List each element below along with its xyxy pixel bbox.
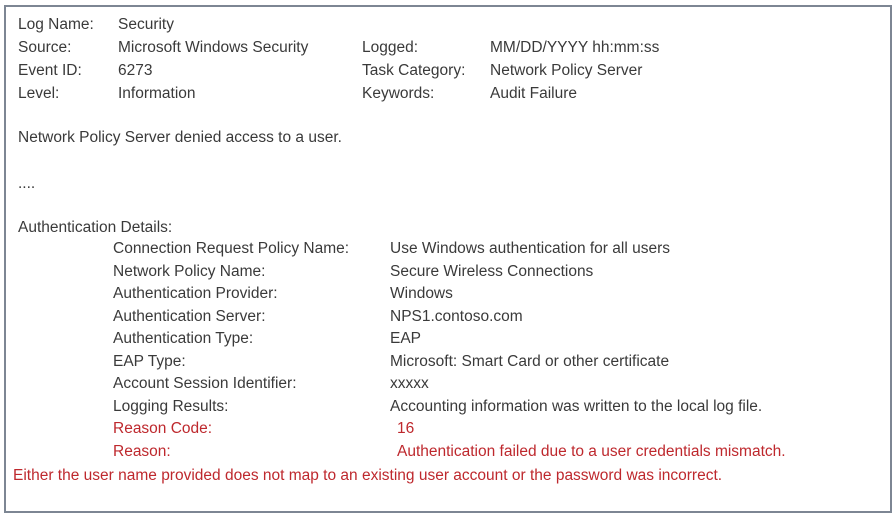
ellipsis-text: ....	[18, 175, 36, 192]
detail-label: Authentication Type:	[113, 330, 254, 347]
event-log-panel	[4, 5, 892, 513]
reason-code-label: Reason Code:	[113, 420, 213, 437]
detail-value: Accounting information was written to the local log file.	[390, 397, 763, 415]
detail-label: Connection Request Policy Name:	[113, 240, 350, 257]
detail-label: Authentication Provider:	[113, 285, 278, 302]
event-header-row	[18, 59, 886, 82]
detail-label: Account Session Identifier:	[113, 375, 297, 392]
detail-row-eap-type	[113, 351, 886, 374]
detail-row-authentication-provider	[113, 283, 886, 306]
detail-label: EAP Type:	[113, 352, 186, 370]
detail-row-logging-results	[113, 396, 886, 419]
detail-row-authentication-type	[113, 328, 886, 351]
level-value: Information	[118, 85, 196, 102]
reason-code-value: 16	[397, 420, 415, 437]
event-header-row	[18, 36, 886, 59]
event-description: Network Policy Server denied access to a user.	[18, 129, 342, 146]
reason-value: Authentication failed due to a user credentials mismatch.	[397, 442, 786, 460]
logged-label: Logged:	[362, 39, 419, 56]
detail-row-reason	[113, 441, 886, 464]
task-category-label: Task Category:	[362, 62, 466, 79]
authentication-details-title: Authentication Details:	[18, 219, 173, 236]
event-header-row	[18, 82, 886, 105]
detail-label: Authentication Server:	[113, 307, 266, 325]
detail-value: Secure Wireless Connections	[390, 262, 594, 280]
detail-row-account-session-identifier	[113, 373, 886, 396]
event-header-row	[18, 13, 886, 36]
level-label: Level:	[18, 85, 60, 102]
detail-row-connection-request-policy	[113, 238, 886, 261]
source-value: Microsoft Windows Security	[118, 39, 309, 56]
keywords-value: Audit Failure	[490, 85, 578, 102]
task-category-value: Network Policy Server	[490, 62, 643, 79]
detail-row-authentication-server	[113, 306, 886, 329]
event-id-label: Event ID:	[18, 62, 82, 79]
logged-value: MM/DD/YYYY hh:mm:ss	[490, 39, 660, 56]
detail-value: Use Windows authentication for all users	[390, 240, 670, 257]
detail-label: Network Policy Name:	[113, 262, 266, 280]
header-empty-value	[490, 13, 886, 36]
detail-value: xxxxx	[390, 375, 429, 392]
authentication-details-list	[113, 238, 886, 463]
log-name-label: Log Name:	[18, 16, 94, 33]
header-empty-label	[362, 13, 490, 36]
reason-label: Reason:	[113, 442, 171, 460]
detail-row-network-policy-name	[113, 261, 886, 284]
detail-value: EAP	[390, 330, 422, 347]
detail-row-reason-code	[113, 418, 886, 441]
source-label: Source:	[18, 39, 72, 56]
event-header	[18, 13, 886, 105]
detail-label: Logging Results:	[113, 397, 229, 415]
failure-explanation-note: Either the user name provided does not map to an existing user account or the password was incorrect.	[13, 467, 723, 484]
detail-value: Windows	[390, 285, 453, 302]
detail-value: Microsoft: Smart Card or other certificate	[390, 352, 670, 370]
detail-value: NPS1.contoso.com	[390, 307, 523, 325]
keywords-label: Keywords:	[362, 85, 435, 102]
event-id-value: 6273	[118, 62, 153, 79]
log-name-value: Security	[118, 16, 174, 33]
